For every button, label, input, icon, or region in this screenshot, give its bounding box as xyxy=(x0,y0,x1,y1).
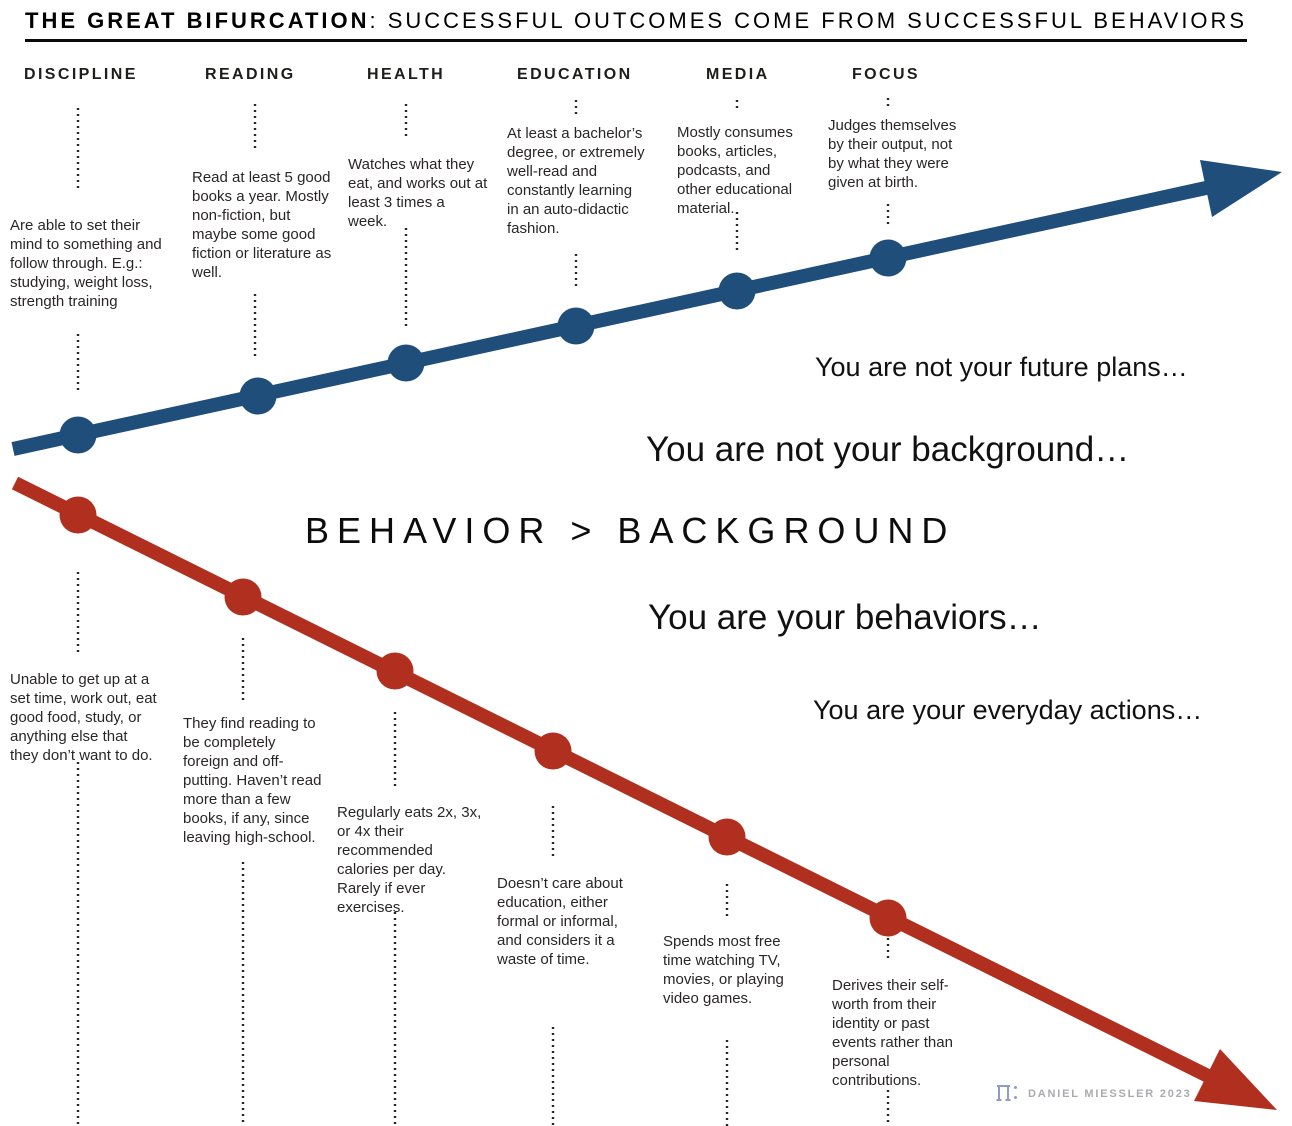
positive-note-discipline: Are able to set their mind to something and follow through. E.g.: studying, weight loss, strength training xyxy=(10,217,162,310)
positive-note-reading: Read at least 5 good books a year. Mostly non-fiction, but maybe some good fiction or literature as well. xyxy=(192,169,332,281)
positive-note-media: Mostly consumes books, articles, podcasts, and other educational material. xyxy=(677,124,793,217)
positive-dot-education xyxy=(558,308,595,345)
negative-dot-discipline xyxy=(60,497,97,534)
positive-dot-reading xyxy=(240,378,277,415)
positive-dot-focus xyxy=(870,240,907,277)
column-header-education: EDUCATION xyxy=(517,66,633,83)
page-title-rest: : SUCCESSFUL OUTCOMES COME FROM SUCCESSFUL BEHAVIORS xyxy=(369,8,1248,33)
negative-note-education: Doesn’t care about education, either formal or informal, and considers it a waste of time. xyxy=(497,875,623,968)
positive-dot-discipline xyxy=(60,417,97,454)
positive-note-health: Watches what they eat, and works out at least 3 times a week. xyxy=(348,156,488,230)
message-everyday-actions: You are your everyday actions… xyxy=(813,695,1203,725)
credit xyxy=(995,1084,1192,1104)
column-header-discipline: DISCIPLINE xyxy=(24,66,138,83)
column-header-media: MEDIA xyxy=(706,66,770,83)
negative-dot-focus xyxy=(870,900,907,937)
column-header-focus: FOCUS xyxy=(852,66,920,83)
negative-note-focus: Derives their self-worth from their identity or past events rather than personal contributions. xyxy=(832,977,953,1089)
page-title xyxy=(25,8,1247,42)
message-future-plans: You are not your future plans… xyxy=(815,352,1188,382)
positive-note-focus: Judges themselves by their output, not by what they were given at birth. xyxy=(828,117,957,191)
negative-note-discipline: Unable to get up at a set time, work out, eat good food, study, or anything else that they don’t want to do. xyxy=(10,671,157,764)
page-title-bold: THE GREAT BIFURCATION xyxy=(25,8,370,33)
message-behaviors: You are your behaviors… xyxy=(648,598,1042,637)
unsupervised-learning-logo-icon xyxy=(995,1084,1019,1104)
negative-note-media: Spends most free time watching TV, movies, or playing video games. xyxy=(663,933,784,1007)
credit-author: DANIEL MIESSLER 2023 xyxy=(1028,1088,1192,1100)
negative-note-health: Regularly eats 2x, 3x, or 4x their recommended calories per day. Rarely if ever exercises. xyxy=(337,804,482,916)
message-behavior-vs-background: BEHAVIOR > BACKGROUND xyxy=(305,510,956,551)
positive-note-education: At least a bachelor’s degree, or extremely well-read and constantly learning in an auto-didactic fashion. xyxy=(507,125,645,237)
positive-dot-media xyxy=(719,273,756,310)
column-header-reading: READING xyxy=(205,66,296,83)
negative-arrowhead-icon xyxy=(1194,1049,1277,1110)
column-header-health: HEALTH xyxy=(367,66,446,83)
negative-dot-education xyxy=(535,733,572,770)
negative-note-reading: They find reading to be completely foreign and off-putting. Haven’t read more than a few books, if any, since leaving high-school. xyxy=(183,715,322,846)
negative-dot-health xyxy=(377,653,414,690)
negative-dot-media xyxy=(709,819,746,856)
positive-arrowhead-icon xyxy=(1200,160,1282,217)
message-background: You are not your background… xyxy=(646,430,1130,469)
negative-dot-reading xyxy=(225,579,262,616)
positive-dot-health xyxy=(388,345,425,382)
